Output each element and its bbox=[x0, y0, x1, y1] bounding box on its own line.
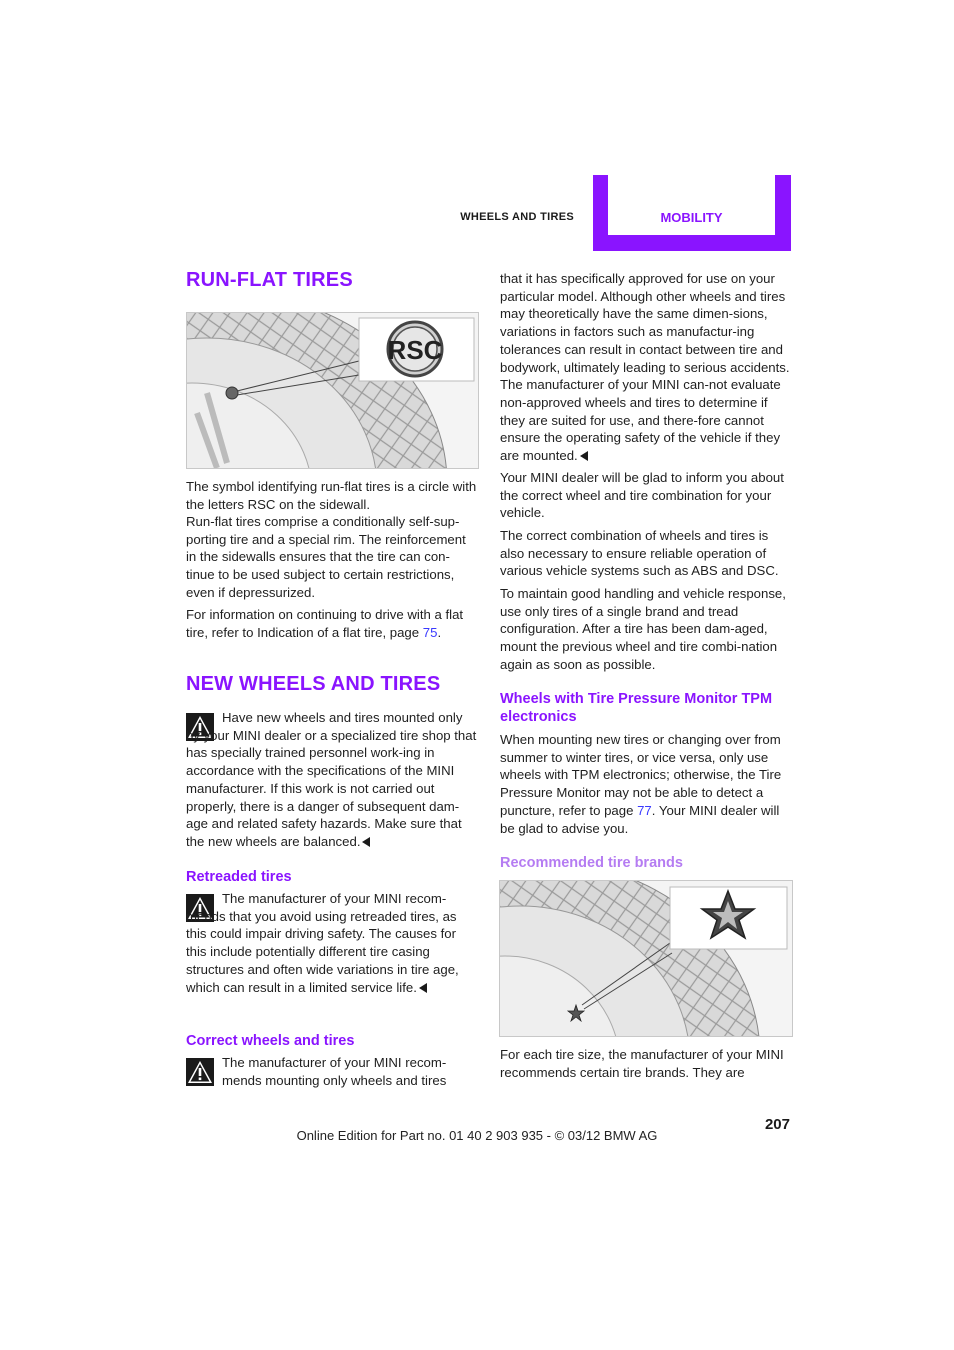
brands-title: Recommended tire brands bbox=[500, 855, 683, 871]
page-number: 207 bbox=[764, 1116, 790, 1133]
tpm-title: Wheels with Tire Pressure Monitor TPM electronics bbox=[500, 691, 773, 725]
runflat-p3-end: . bbox=[437, 624, 442, 640]
edition-footer: Online Edition for Part no. 01 40 2 903 935 - © 03/12 BMW AG bbox=[296, 1128, 658, 1143]
chapter-tab-label-box bbox=[608, 175, 775, 235]
right-paragraph-2: Your MINI dealer will be glad to inform you about the correct wheel and tire combination for your vehicle. bbox=[500, 470, 784, 521]
runflat-p3-text: For information on continuing to drive with a flat tire, refer to Indication of a flat tire, page bbox=[186, 607, 464, 640]
right-paragraph-1-text: that it has specifically approved for use on your particular model. Although other wheels and tires may theoretically have the same dimen-sions, variations in factors such as manufactur-ing tolerances can result in contact between tire and bodywork, ultimately leading to serious accidents. The manufacturer of your MINI can-not evaluate non-approved wheels and tires to determine if they are suited for use, and there-fore cannot ensure the operating safety of the vehicle if they are mounted. bbox=[500, 271, 790, 464]
runflat-paragraph-3 bbox=[186, 606, 478, 641]
runflat-title: RUN-FLAT TIRES bbox=[186, 269, 353, 291]
page-77-link[interactable]: 77 bbox=[637, 802, 652, 818]
tpm-paragraph bbox=[500, 731, 792, 837]
new-wheels-warning-text: Have new wheels and tires mounted only by your MINI dealer or a specialized tire shop that has specially trained personnel work-ing in accordance with the specifications of the MINI manufacturer. If this work is not carried out properly, there is a danger of subsequent dam-age and related safety hazards. Make sure that the new wheels are balanced. bbox=[186, 710, 477, 849]
brands-paragraph: For each tire size, the manufacturer of your MINI recommends certain tire brands. They are bbox=[500, 1047, 784, 1080]
runflat-paragraph-1: The symbol identifying run-flat tires is a circle with the letters RSC on the sidewall. bbox=[186, 479, 477, 512]
tpm-text: When mounting new tires or changing over from summer to winter tires, or vice versa, only use wheels with TPM electronics; otherwise, the Tire Pressure Monitor may not be able to detect a puncture, refer to page bbox=[500, 732, 782, 818]
end-mark-icon bbox=[419, 983, 427, 993]
retreaded-title: Retreaded tires bbox=[186, 869, 292, 885]
page-75-link[interactable]: 75 bbox=[422, 624, 438, 640]
right-paragraph-4: To maintain good handling and vehicle response, use only tires of a single brand and tread configuration. After a tire has been dam-aged, mount the previous wheel and tire combi-nation again as soon as possible. bbox=[500, 586, 786, 672]
end-mark-icon bbox=[362, 837, 370, 847]
end-mark-icon bbox=[580, 451, 588, 461]
right-paragraph-1 bbox=[500, 270, 792, 465]
star-tire-illustration bbox=[500, 881, 792, 1036]
correct-wheels-title: Correct wheels and tires bbox=[186, 1033, 355, 1049]
correct-wheels-warning: The manufacturer of your MINI recom-mends mounting only wheels and tires bbox=[222, 1055, 447, 1088]
new-wheels-title: NEW WHEELS AND TIRES bbox=[186, 673, 441, 695]
retreaded-warning bbox=[186, 890, 478, 996]
star-tire-figure bbox=[499, 880, 793, 1037]
section-header: WHEELS AND TIRES bbox=[460, 211, 574, 223]
warning-icon bbox=[186, 1058, 214, 1086]
right-paragraph-3: The correct combination of wheels and tires is also necessary to ensure reliable operation of various vehicle systems such as ABS and DSC. bbox=[500, 528, 779, 579]
chapter-tab-label: MOBILITY bbox=[660, 210, 723, 225]
tpm-text-end: . Your MINI dealer will be glad to advise you. bbox=[500, 802, 780, 836]
runflat-paragraph-2: Run-flat tires comprise a conditionally self-sup-porting tire and a special rim. The reinforcement in the sidewalls ensures that the tire can con-tinue to be used subject to certain restrictions, even if depressurized. bbox=[186, 514, 466, 600]
new-wheels-warning bbox=[186, 709, 478, 851]
rsc-symbol-text: RSC bbox=[387, 335, 443, 365]
retreaded-warning-text: The manufacturer of your MINI recom-mends that you avoid using retreaded tires, as this could impair driving safety. The causes for this include potentially different tire casing structures and often wide variations in tire age, which can result in a limited service life. bbox=[186, 891, 459, 995]
rsc-tire-figure bbox=[186, 312, 479, 469]
rsc-tire-illustration bbox=[187, 313, 478, 468]
